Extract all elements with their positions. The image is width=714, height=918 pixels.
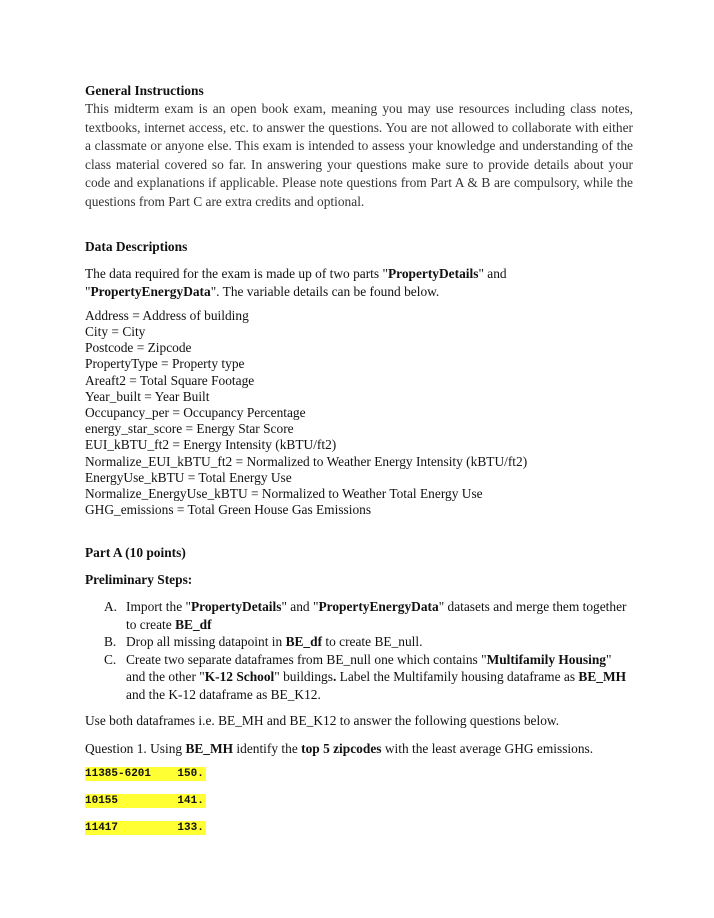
bold-text: BE_MH: [185, 740, 234, 756]
variable-list: [85, 308, 633, 519]
bold-text: BE_MH: [578, 669, 627, 685]
preliminary-steps-list: [85, 598, 633, 703]
step-item: [85, 598, 633, 633]
variable-definition: Address = Address of building: [85, 307, 249, 323]
step-item: [85, 651, 633, 704]
bold-text: top 5 zipcodes: [301, 740, 382, 756]
variable-definition: Occupancy_per = Occupancy Percentage: [85, 404, 306, 420]
general-instructions-body: This midterm exam is an open book exam, meaning you may use resources including class notes, textbooks, internet access, etc. to answer the questions. You are not allowed to collaborate with either a classmate or anyone else. This exam is intended to assess your knowledge and understanding of the class material covered so far. In answering your questions make sure to provide details about your code and explanations if applicable. Please note questions from Part A & B are compulsory, while the questions from Part C are extra credits and optional.: [85, 101, 633, 209]
text-run: " and ": [281, 599, 319, 615]
bold-text: .: [332, 669, 337, 685]
text-run: Label the Multifamily housing dataframe as: [336, 669, 579, 685]
text-run: " and ": [85, 265, 507, 300]
text-run: " datasets and merge them together to create: [126, 599, 627, 632]
code-output: [85, 764, 633, 835]
variable-definition: City = City: [85, 323, 146, 339]
bold-text: PropertyEnergyData: [318, 599, 439, 615]
step-marker: C.: [104, 651, 117, 667]
question-1: [85, 740, 633, 759]
text-run: Create two separate dataframes from BE_null one which contains ": [126, 651, 487, 667]
bold-text: PropertyEnergyData: [90, 284, 211, 300]
text-run: with the least average GHG emissions.: [381, 740, 594, 756]
text-run: ". The variable details can be found below.: [210, 284, 440, 300]
text-run: and the K-12 dataframe as BE_K12.: [126, 686, 321, 702]
text-run: identify the: [233, 740, 302, 756]
text-run: Import the ": [126, 599, 191, 615]
code-output-row: [85, 818, 633, 835]
bold-text: PropertyDetails: [190, 599, 282, 615]
text-run: Question 1. Using: [85, 740, 186, 756]
variable-definition: Normalize_EUI_kBTU_ft2 = Normalized to Weather Energy Intensity (kBTU/ft2): [85, 453, 528, 469]
preliminary-steps-heading: Preliminary Steps:: [85, 572, 193, 588]
variable-definition: Normalize_EnergyUse_kBTU = Normalized to Weather Total Energy Use: [85, 485, 483, 501]
highlighted-code-line: 11385-6201 150.: [85, 767, 204, 780]
variable-definition: EnergyUse_kBTU = Total Energy Use: [85, 469, 292, 485]
bold-text: BE_df: [175, 616, 212, 632]
bold-text: Multifamily Housing: [486, 651, 606, 667]
code-output-row: [85, 764, 633, 781]
text-run: The data required for the exam is made up of two parts ": [85, 265, 388, 281]
variable-definition: Postcode = Zipcode: [85, 340, 192, 356]
code-output-row: [85, 791, 633, 808]
document-content: [85, 82, 633, 835]
step-marker: B.: [104, 634, 117, 650]
bold-text: K-12 School: [204, 669, 275, 685]
variable-definition: energy_star_score = Energy Star Score: [85, 421, 294, 437]
part-a-heading: Part A (10 points): [85, 545, 186, 561]
bold-text: PropertyDetails: [387, 265, 479, 281]
text-run: Drop all missing datapoint in: [126, 634, 286, 650]
bold-text: BE_df: [285, 634, 323, 650]
use-both-instruction: Use both dataframes i.e. BE_MH and BE_K12 to answer the following questions below.: [85, 713, 560, 729]
variable-definition: Year_built = Year Built: [85, 388, 210, 404]
variable-definition: EUI_kBTU_ft2 = Energy Intensity (kBTU/ft2): [85, 437, 337, 453]
variable-definition: Areaft2 = Total Square Footage: [85, 372, 255, 388]
data-descriptions-heading: Data Descriptions: [85, 238, 188, 254]
variable-definition: GHG_emissions = Total Green House Gas Emissions: [85, 502, 372, 518]
text-run: " and the other ": [126, 651, 612, 685]
text-run: to create BE_null.: [322, 634, 423, 650]
data-descriptions-intro: [85, 265, 633, 302]
text-run: " buildings: [274, 669, 333, 685]
variable-definition: PropertyType = Property type: [85, 356, 245, 372]
highlighted-code-line: 11417 133.: [85, 821, 204, 834]
step-item: [85, 633, 633, 651]
general-instructions-heading: General Instructions: [85, 83, 204, 98]
step-marker: A.: [104, 599, 118, 615]
highlighted-code-line: 10155 141.: [85, 794, 204, 807]
